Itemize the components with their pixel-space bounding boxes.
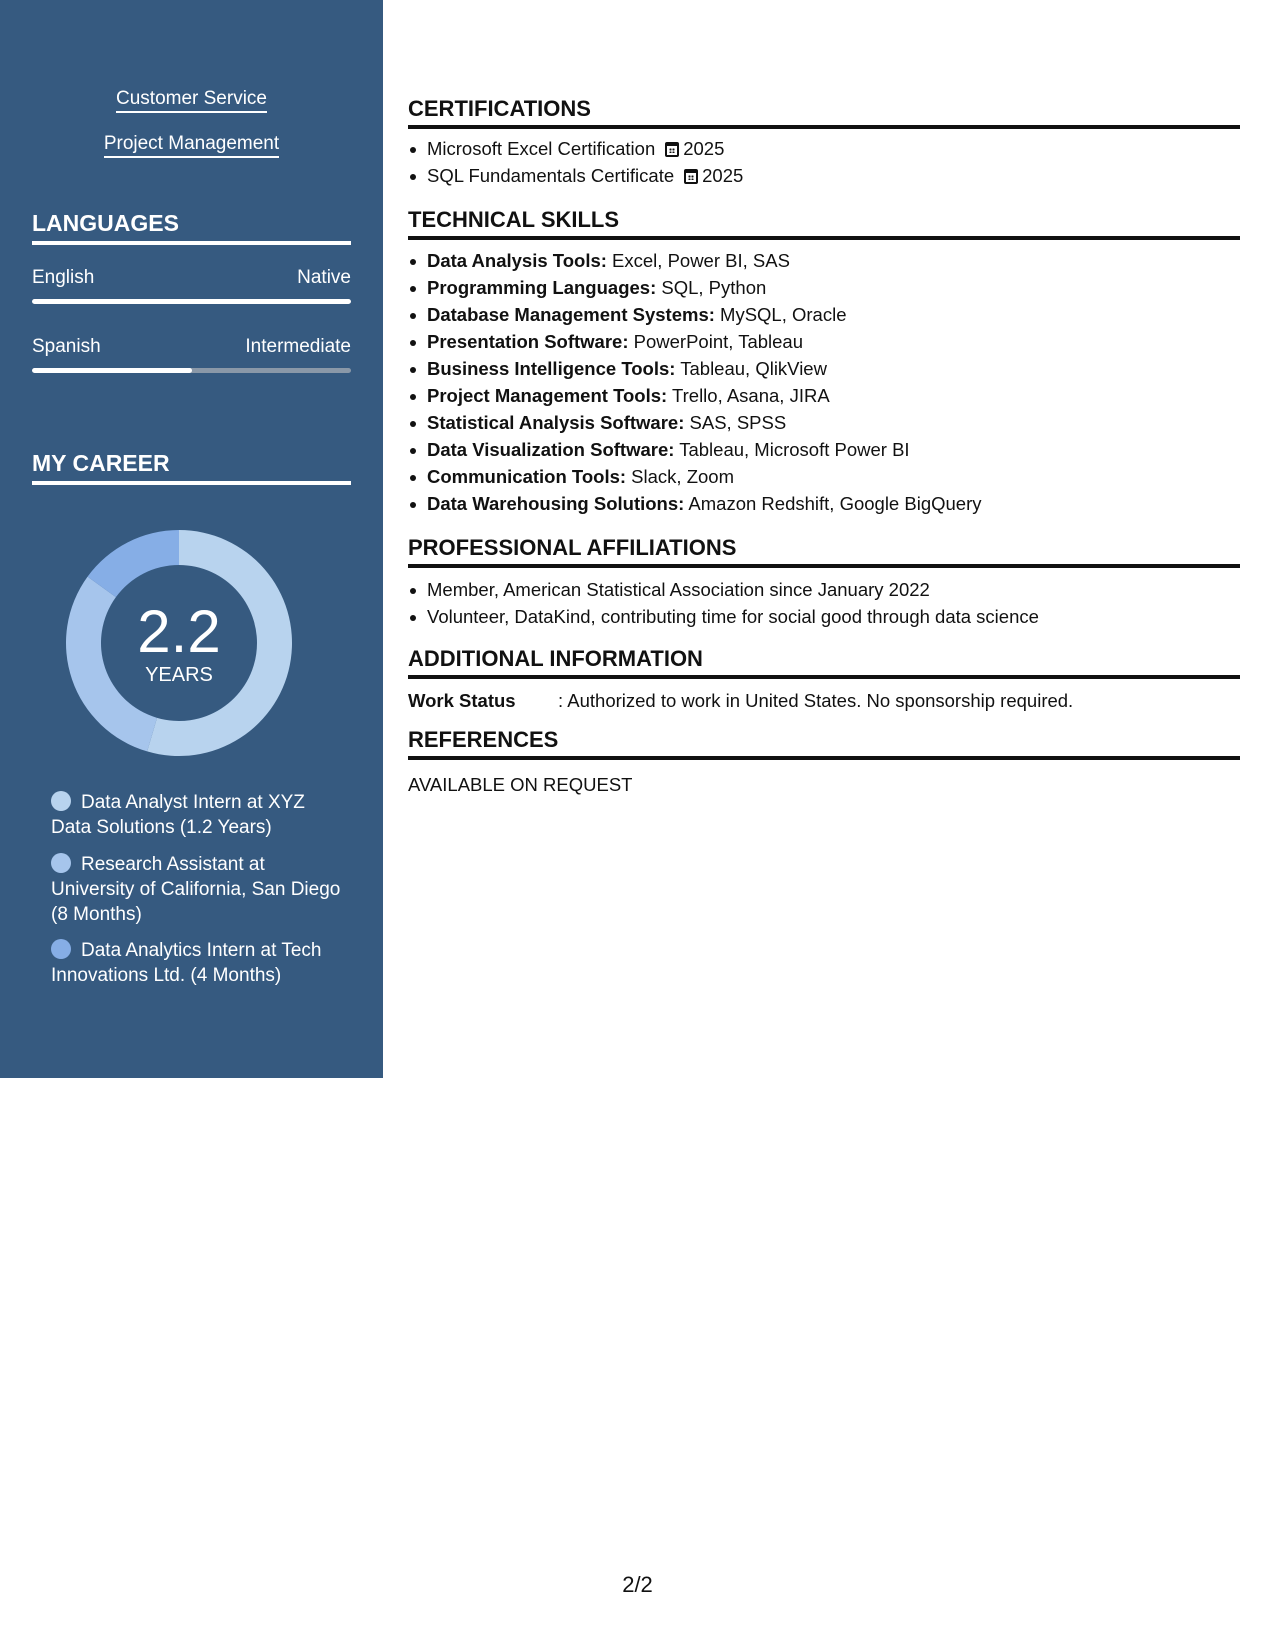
career-item [51, 790, 341, 840]
career-total-unit: YEARS [145, 664, 213, 686]
references-text: AVAILABLE ON REQUEST [408, 774, 633, 795]
skill-item [408, 328, 1240, 355]
language-bar-fill [32, 368, 192, 373]
calendar-icon [684, 169, 698, 184]
skill-value: MySQL, Oracle [714, 304, 847, 325]
references-heading: REFERENCES [408, 727, 1240, 760]
skill-item [408, 382, 1240, 409]
skill-value: SAS, SPSS [684, 412, 787, 433]
calendar-icon [665, 142, 679, 157]
career-item-text: Data Analytics Intern at Tech Innovations Ltd. (4 Months) [51, 940, 322, 986]
skill-item [408, 409, 1240, 436]
skill-label: Customer Service [116, 88, 267, 113]
additional-info-heading: ADDITIONAL INFORMATION [408, 646, 1240, 679]
language-level: Intermediate [245, 336, 351, 357]
skill-label: Programming Languages: [427, 277, 657, 298]
skill-item [408, 463, 1240, 490]
skill-item [408, 355, 1240, 382]
certifications-list [408, 135, 1240, 189]
language-bar-english [32, 299, 351, 304]
skill-value: PowerPoint, Tableau [628, 331, 803, 352]
language-name: English [32, 267, 95, 288]
career-item-text: Data Analyst Intern at XYZ Data Solutions (1.2 Years) [51, 792, 305, 838]
skill-label: Data Visualization Software: [427, 439, 675, 460]
skill-value: SQL, Python [656, 277, 767, 298]
skill-project-management [0, 133, 383, 155]
certifications-heading: CERTIFICATIONS [408, 96, 1240, 129]
certification-item [408, 135, 1240, 162]
skill-value: Excel, Power BI, SAS [606, 250, 790, 271]
skill-value: Amazon Redshift, Google BigQuery [684, 493, 982, 514]
career-donut-center [66, 530, 292, 756]
sidebar [0, 0, 383, 1078]
career-heading: MY CAREER [32, 450, 351, 485]
certification-item [408, 162, 1240, 189]
skill-label: Project Management Tools: [427, 385, 668, 406]
skill-item [408, 490, 1240, 517]
affiliation-item: Volunteer, DataKind, contributing time for social good through data science [408, 603, 1240, 630]
skill-label: Database Management Systems: [427, 304, 715, 325]
career-total-value: 2.2 [137, 598, 221, 665]
technical-skills-heading: TECHNICAL SKILLS [408, 207, 1240, 240]
skill-label: Business Intelligence Tools: [427, 358, 676, 379]
affiliations-list [408, 576, 1240, 630]
skill-label: Data Analysis Tools: [427, 250, 607, 271]
skill-label: Communication Tools: [427, 466, 627, 487]
skill-item [408, 436, 1240, 463]
skill-value: Slack, Zoom [626, 466, 734, 487]
skill-item [408, 301, 1240, 328]
certification-name: SQL Fundamentals Certificate [427, 165, 675, 186]
skill-value: Trello, Asana, JIRA [667, 385, 830, 406]
skill-value: Tableau, QlikView [675, 358, 827, 379]
career-legend-dot [51, 853, 71, 873]
technical-skills-list [408, 247, 1240, 517]
career-item-text: Research Assistant at University of California, San Diego (8 Months) [51, 854, 341, 925]
career-donut-chart [66, 530, 292, 756]
skill-customer-service [0, 88, 383, 110]
language-row-spanish [32, 336, 351, 362]
certification-year: 2025 [702, 165, 744, 186]
certification-name: Microsoft Excel Certification [427, 138, 656, 159]
language-bar-fill [32, 299, 351, 304]
skill-item [408, 274, 1240, 301]
languages-heading: LANGUAGES [32, 210, 351, 245]
certification-year: 2025 [683, 138, 725, 159]
language-bar-spanish [32, 368, 351, 373]
skill-label: Project Management [104, 133, 279, 158]
skill-label: Statistical Analysis Software: [427, 412, 685, 433]
work-status-value: : Authorized to work in United States. No sponsorship required. [558, 690, 1074, 711]
language-row-english [32, 267, 351, 293]
career-item [51, 938, 341, 988]
skill-item [408, 247, 1240, 274]
page-number: 2/2 [622, 1572, 653, 1597]
language-level: Native [297, 267, 351, 288]
skill-label: Data Warehousing Solutions: [427, 493, 685, 514]
career-legend-dot [51, 939, 71, 959]
language-name: Spanish [32, 336, 101, 357]
affiliations-heading: PROFESSIONAL AFFILIATIONS [408, 535, 1240, 568]
career-legend-dot [51, 791, 71, 811]
skill-label: Presentation Software: [427, 331, 629, 352]
skill-value: Tableau, Microsoft Power BI [674, 439, 910, 460]
career-item [51, 852, 341, 927]
work-status-label: Work Status [408, 690, 516, 711]
affiliation-item: Member, American Statistical Association since January 2022 [408, 576, 1240, 603]
